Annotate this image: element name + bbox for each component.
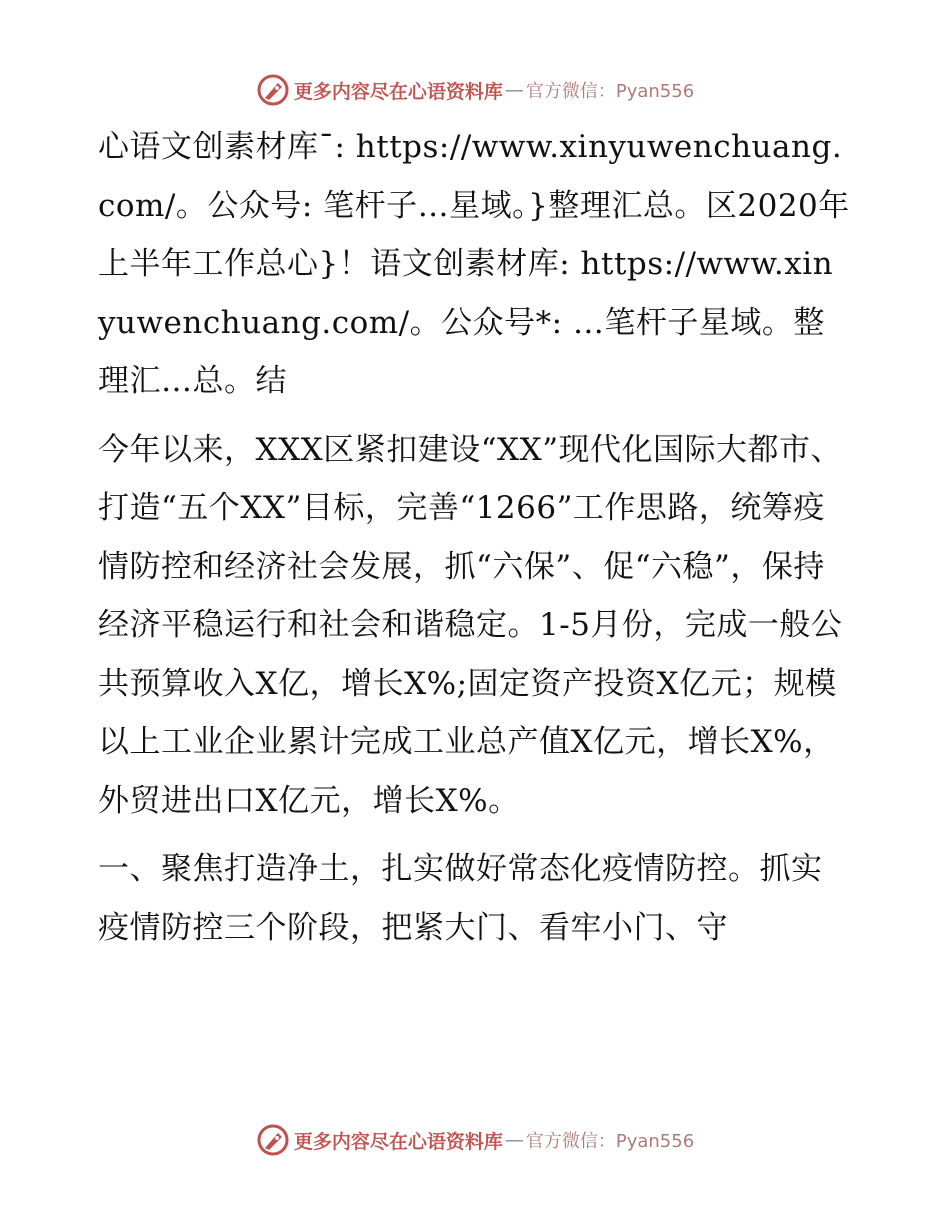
- paragraph-summary: 今年以来，XXX区紧扣建设“XX”现代化国际大都市、打造“五个XX”目标，完善“1266”工作思路，统筹疫情防控和经济社会发展，抓“六保”、促“六稳”，保持经济平稳运行和社会和谐稳定。1-5月份，完成一般公共预算收入X亿，增长X%;固定资产投资X亿元；规模以上工业企业累计完成工业总产值X亿元，增长X%，外贸进出口X亿元，增长X%。: [98, 431, 843, 819]
- footer-banner-text: 更多内容尽在心语资料库: [293, 1130, 503, 1153]
- footer-banner-separator: —: [504, 1129, 524, 1151]
- paragraph-intro: 心语文创素材库¯: https://www.xinyuwenchuang.com/。公众号: 笔杆子…星域。}整理汇总。区2020年上半年工作总心}！语文创素材库: https://www.xinyuwenchuang.com/。公众号*: …笔杆子星域。整理汇…总。结: [98, 129, 850, 399]
- pen-nib-logo-icon: [256, 73, 290, 107]
- header-banner-separator: —: [504, 79, 524, 101]
- header-banner: [0, 70, 950, 110]
- header-banner-text: 更多内容尽在心语资料库: [293, 80, 503, 103]
- footer-banner-wechat: 官方微信：Pyan556: [525, 1131, 695, 1152]
- footer-banner: [0, 1120, 950, 1160]
- pen-nib-logo-icon: [256, 1123, 290, 1157]
- header-banner-wechat: 官方微信：Pyan556: [525, 81, 695, 102]
- paragraph-section-one: 一、聚焦打造净土，扎实做好常态化疫情防控。抓实疫情防控三个阶段，把紧大门、看牢小门、守: [98, 851, 823, 946]
- document-body: [98, 118, 850, 967]
